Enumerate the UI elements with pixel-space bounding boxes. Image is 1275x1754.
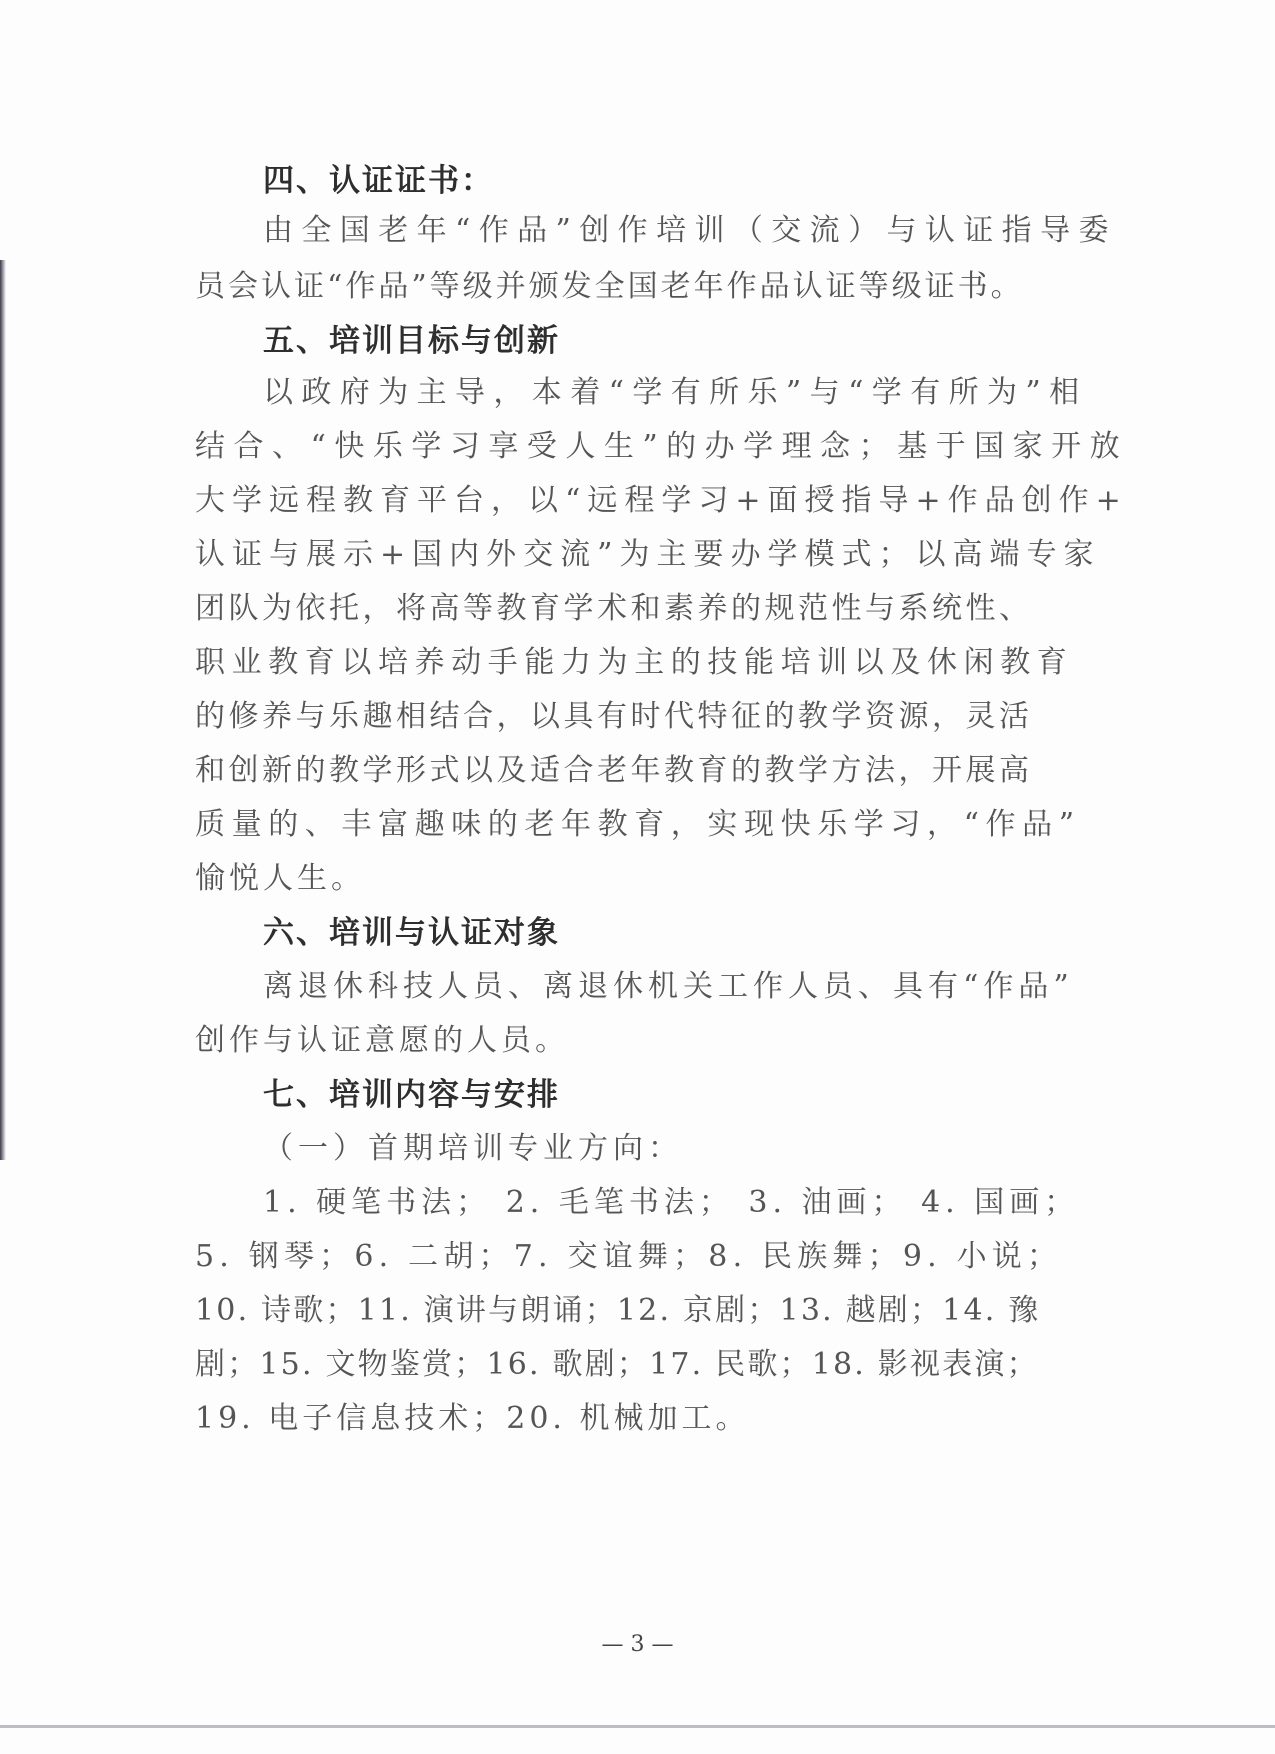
body-line: 离退休科技人员、离退休机关工作人员、具有“作品” [263, 969, 1074, 1004]
page-number: — 3 — [601, 1632, 674, 1657]
scan-edge-bottom [0, 1725, 1275, 1728]
body-line: 创作与认证意愿的人员。 [195, 1023, 569, 1058]
body-line: 质量的、丰富趣味的老年教育，实现快乐学习，“作品” [195, 807, 1081, 842]
body-line: 结合、“快乐学习享受人生”的办学理念；基于国家开放 [195, 429, 1129, 464]
body-line: 以政府为主导，本着“学有所乐”与“学有所为”相 [263, 375, 1088, 410]
subsection-heading: （一）首期培训专业方向： [263, 1131, 683, 1166]
section-heading-certificate: 四、认证证书： [263, 163, 494, 199]
list-line: 剧；15. 文物鉴赏；16. 歌剧；17. 民歌；18. 影视表演； [195, 1347, 1039, 1382]
body-line: 愉悦人生。 [195, 861, 365, 896]
scan-shadow-left [0, 260, 6, 1160]
section-heading-training-content: 七、培训内容与安排 [263, 1077, 560, 1113]
body-line: 由全国老年“作品”创作培训（交流）与认证指导委 [263, 213, 1117, 248]
body-line: 的修养与乐趣相结合，以具有时代特征的教学资源，灵活 [195, 699, 1033, 734]
list-line: 10. 诗歌；11. 演讲与朗诵；12. 京剧；13. 越剧；14. 豫 [195, 1293, 1041, 1328]
section-heading-audience: 六、培训与认证对象 [263, 915, 560, 951]
body-line: 认证与展示+国内外交流”为主要办学模式；以高端专家 [195, 537, 1101, 572]
body-line: 团队为依托，将高等教育学术和素养的规范性与系统性、 [195, 591, 1033, 626]
body-line: 职业教育以培养动手能力为主的技能培训以及休闲教育 [195, 645, 1074, 680]
body-line: 大学远程教育平台，以“远程学习+面授指导+作品创作+ [195, 483, 1128, 518]
body-line: 员会认证“作品”等级并颁发全国老年作品认证等级证书。 [195, 269, 1024, 304]
list-line: 19. 电子信息技术；20. 机械加工。 [195, 1401, 750, 1436]
list-line: 5. 钢琴；6. 二胡；7. 交谊舞；8. 民族舞；9. 小说； [195, 1239, 1063, 1274]
section-heading-goals: 五、培训目标与创新 [263, 323, 560, 359]
body-line: 和创新的教学形式以及适合老年教育的教学方法，开展高 [195, 753, 1033, 788]
list-line: 1. 硬笔书法； 2. 毛笔书法； 3. 油画； 4. 国画； [263, 1185, 1080, 1220]
